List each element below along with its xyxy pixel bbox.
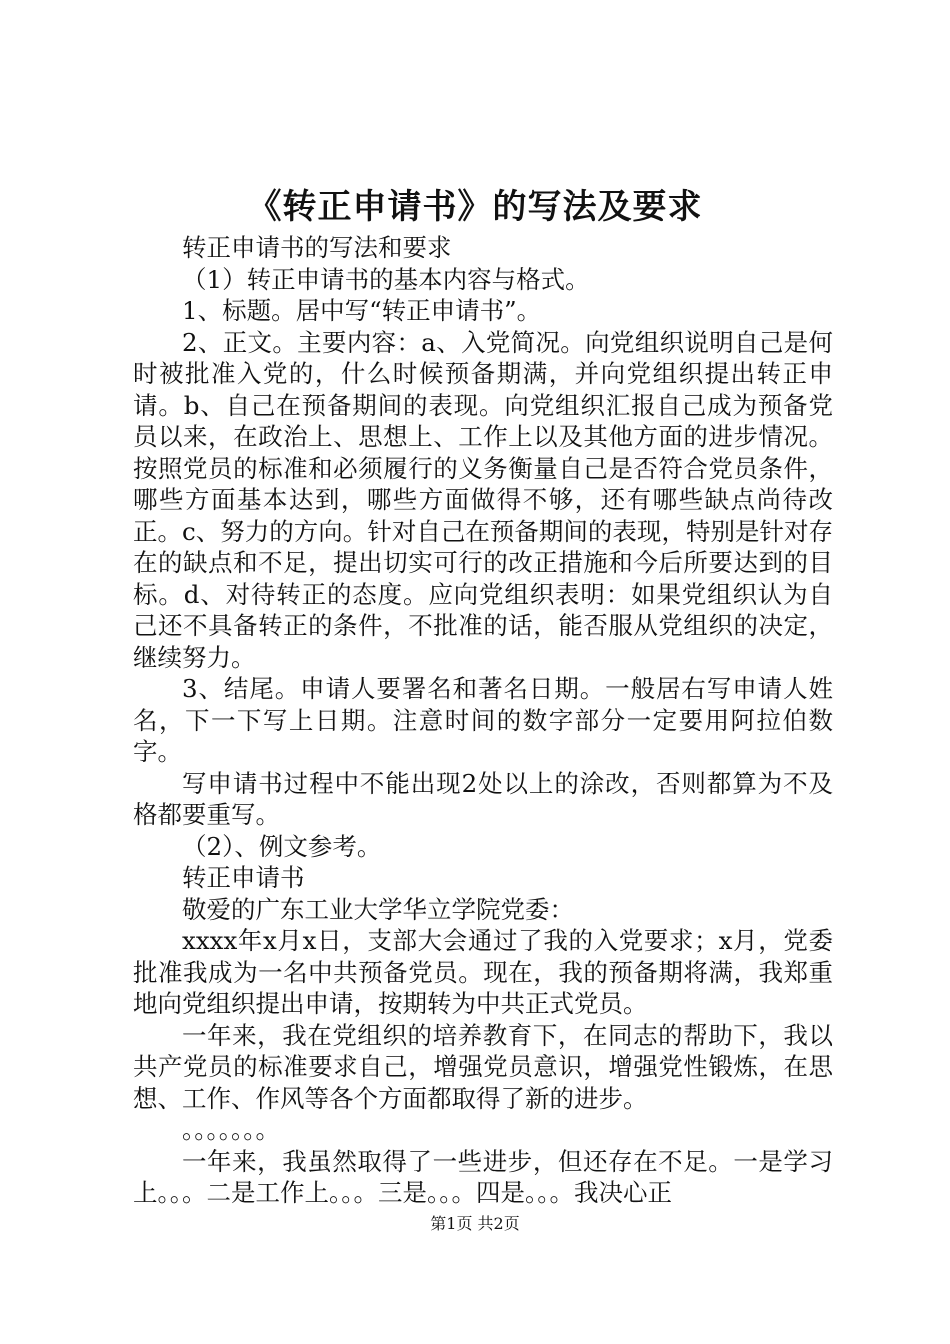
paragraph: 写申请书过程中不能出现2处以上的涂改，否则都算为不及格都要重写。 — [133, 768, 833, 829]
document-body — [133, 232, 833, 1209]
paragraph: 。。。。。。。 — [182, 1115, 280, 1144]
paragraph: xxxx年x月x日，支部大会通过了我的入党要求；x月，党委批准我成为一名中共预备党员。现在，我的预备期将满，我郑重地向党组织提出申请，按期转为中共正式党员。 — [133, 926, 833, 1018]
paragraph: 1、标题。居中写“转正申请书”。 — [182, 296, 542, 325]
document-title: 《转正申请书》的写法及要求 — [247, 187, 703, 227]
paragraph: 2、正文。主要内容：a、入党简况。向党组织说明自己是何时被批准入党的，什么时候预备期满，并向党组织提出转正申请。b、自己在预备期间的表现。向党组织汇报自己成为预备党员以来，在政治上、思想上、工作上以及其他方面的进步情况。按照党员的标准和必须履行的义务衡量自己是否符合党员条件，哪些方面基本达到，哪些方面做得不够，还有哪些缺点尚待改正。c、努力的方向。针对自己在预备期间的表现，特别是针对存在的缺点和不足，提出切实可行的改正措施和今后所要达到的目标。d、对待转正的态度。应向党组织表明：如果党组织认为自己还不具备转正的条件，不批准的话，能否服从党组织的决定，继续努力。 — [133, 327, 833, 672]
paragraph: 一年来，我虽然取得了一些进步，但还存在不足。一是学习上。。。二是工作上。。。三是。。。四是。。。我决心正 — [133, 1146, 833, 1207]
paragraph: 转正申请书的写法和要求 — [182, 233, 452, 262]
paragraph: 敬爱的广东工业大学华立学院党委： — [182, 894, 574, 924]
page-number: 第1页 共2页 — [430, 1214, 520, 1233]
paragraph: 一年来，我在党组织的培养教育下，在同志的帮助下，我以共产党员的标准要求自己，增强党员意识，增强党性锻炼，在思想、工作、作风等各个方面都取得了新的进步。 — [133, 1020, 833, 1113]
paragraph: （2）、例文参考。 — [182, 831, 382, 861]
paragraph: 3、结尾。申请人要署名和著名日期。一般居右写申请人姓名，下一下写上日期。注意时间的数字部分一定要用阿拉伯数字。 — [133, 674, 833, 766]
paragraph: （1）转正申请书的基本内容与格式。 — [182, 264, 590, 294]
paragraph: 转正申请书 — [182, 863, 305, 892]
